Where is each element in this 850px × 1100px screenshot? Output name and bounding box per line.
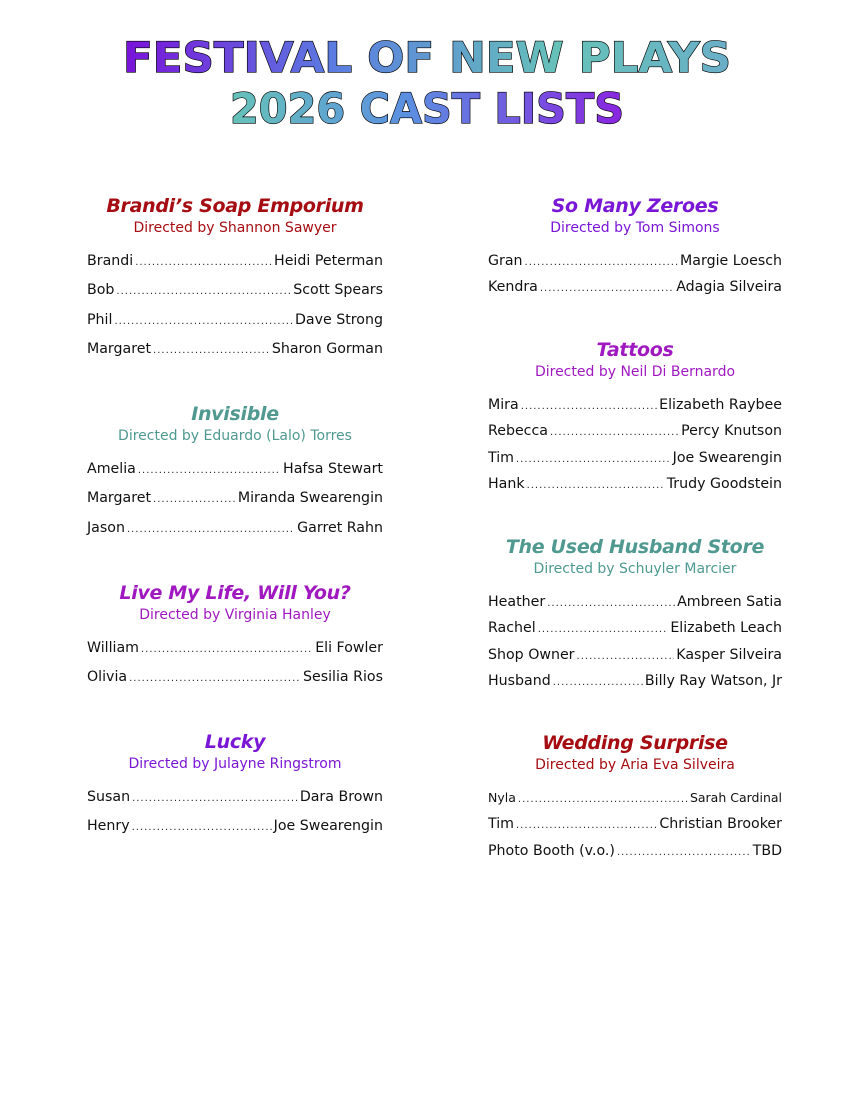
cast-row xyxy=(87,520,383,549)
cast-actor: Elizabeth Leach xyxy=(670,620,782,637)
cast-actor: Miranda Swearengin xyxy=(237,490,383,507)
cast-row xyxy=(488,476,782,502)
cast-role: Photo Booth (v.o.) xyxy=(488,842,615,859)
cast-actor: Margie Loesch xyxy=(680,253,782,269)
cast-actor: Trudy Goodstein xyxy=(666,475,782,492)
cast-list xyxy=(488,790,782,869)
play-title: Invisible xyxy=(191,403,279,425)
cast-actor: Sarah Cardinal xyxy=(689,790,782,805)
cast-row xyxy=(488,423,782,449)
dot-leader xyxy=(553,678,643,688)
play-title: Live My Life, Will You? xyxy=(119,582,351,604)
play-live-my-life-will-you xyxy=(87,581,383,699)
dot-leader xyxy=(116,287,291,297)
cast-role: Shop Owner xyxy=(488,646,575,663)
page-banner xyxy=(0,34,850,134)
dot-leader xyxy=(132,794,298,804)
cast-role: Henry xyxy=(87,818,130,835)
dot-leader xyxy=(547,599,675,609)
play-director: Directed by Eduardo (Lalo) Torres xyxy=(118,428,352,444)
play-director: Directed by Virginia Hanley xyxy=(139,607,331,623)
cast-row xyxy=(488,647,782,673)
cast-row xyxy=(87,341,383,370)
dot-leader xyxy=(525,258,679,268)
cast-row xyxy=(87,669,383,698)
play-lucky xyxy=(87,730,383,848)
cast-role: Margaret xyxy=(87,490,152,507)
play-director: Directed by Schuyler Marcier xyxy=(533,561,737,577)
cast-role: Kendra xyxy=(488,279,538,296)
play-director: Directed by Aria Eva Silveira xyxy=(535,757,735,773)
cast-actor: Hafsa Stewart xyxy=(283,461,383,477)
play-the-used-husband-store xyxy=(488,535,782,699)
cast-role: Mira xyxy=(488,397,519,413)
play-title: Lucky xyxy=(204,731,266,753)
dot-leader xyxy=(538,625,669,635)
cast-actor: Joe Swearengin xyxy=(273,818,383,835)
banner-graphic xyxy=(0,34,850,134)
dot-leader xyxy=(135,258,272,268)
play-so-many-zeroes xyxy=(488,194,782,306)
cast-role: Bob xyxy=(87,282,115,299)
cast-actor: TBD xyxy=(752,842,782,859)
dot-leader xyxy=(540,284,674,294)
dot-leader xyxy=(127,525,295,535)
cast-row xyxy=(488,843,782,869)
cast-actor: Christian Brooker xyxy=(659,816,782,833)
play-invisible xyxy=(87,402,383,549)
cast-role: Rebecca xyxy=(488,423,548,440)
cast-actor: Heidi Peterman xyxy=(274,253,383,269)
cast-list xyxy=(87,789,383,848)
cast-row xyxy=(488,594,782,620)
cast-role: Gran xyxy=(488,253,523,269)
cast-actor: Billy Ray Watson, Jr xyxy=(644,672,782,689)
cast-list xyxy=(488,397,782,502)
cast-row xyxy=(87,640,383,669)
dot-leader xyxy=(129,674,301,684)
cast-role: Tim xyxy=(488,449,514,466)
cast-row xyxy=(488,790,782,816)
cast-actor: Elizabeth Raybee xyxy=(659,397,782,413)
cast-row xyxy=(87,490,383,519)
cast-actor: Joe Swearengin xyxy=(672,449,782,466)
cast-row xyxy=(87,461,383,490)
cast-actor: Adagia Silveira xyxy=(676,279,782,296)
cast-role: Husband xyxy=(488,672,551,689)
cast-role: Jason xyxy=(87,519,125,536)
cast-actor: Dara Brown xyxy=(299,789,383,805)
cast-actor: Scott Spears xyxy=(293,282,383,299)
cast-role: Heather xyxy=(488,594,546,610)
cast-role: Amelia xyxy=(87,461,136,477)
play-title: The Used Husband Store xyxy=(505,536,765,558)
cast-row xyxy=(488,673,782,699)
cast-row xyxy=(488,397,782,423)
cast-role: Hank xyxy=(488,475,525,492)
cast-role: Margaret xyxy=(87,340,152,357)
dot-leader xyxy=(516,821,657,831)
dot-leader xyxy=(617,848,751,858)
dot-leader xyxy=(521,402,657,412)
cast-row xyxy=(87,282,383,311)
cast-row xyxy=(87,818,383,847)
cast-list xyxy=(488,594,782,699)
play-wedding-surprise xyxy=(488,731,782,869)
cast-row xyxy=(87,789,383,818)
cast-actor: Percy Knutson xyxy=(681,423,782,440)
cast-row xyxy=(488,279,782,305)
cast-role: Nyla xyxy=(488,790,516,805)
cast-row xyxy=(87,253,383,282)
cast-role: Phil xyxy=(87,311,113,328)
cast-actor: Sesilia Rios xyxy=(302,669,383,686)
dot-leader xyxy=(516,455,671,465)
dot-leader xyxy=(153,495,236,505)
cast-list xyxy=(87,253,383,370)
dot-leader xyxy=(518,795,688,805)
cast-role: Rachel xyxy=(488,620,536,637)
banner-line-2: 2026 CAST LISTS xyxy=(230,84,624,133)
cast-list xyxy=(488,253,782,306)
cast-list xyxy=(87,640,383,699)
dot-leader xyxy=(550,428,679,438)
play-title: Tattoos xyxy=(596,339,674,361)
cast-actor: Eli Fowler xyxy=(315,640,383,656)
play-title: So Many Zeroes xyxy=(551,195,719,217)
cast-role: Susan xyxy=(87,789,131,805)
cast-list xyxy=(87,461,383,549)
play-director: Directed by Shannon Sawyer xyxy=(133,220,337,236)
cast-role: Brandi xyxy=(87,253,134,269)
play-brandis-soap-emporium xyxy=(87,194,383,370)
play-title: Wedding Surprise xyxy=(542,732,728,754)
cast-row xyxy=(488,620,782,646)
dot-leader xyxy=(141,645,313,655)
cast-actor: Ambreen Satia xyxy=(677,594,782,610)
dot-leader xyxy=(114,317,293,327)
cast-row xyxy=(488,816,782,842)
cast-row xyxy=(87,312,383,341)
dot-leader xyxy=(577,652,675,662)
play-director: Directed by Neil Di Bernardo xyxy=(534,364,736,380)
cast-row xyxy=(488,450,782,476)
play-director: Directed by Tom Simons xyxy=(550,220,720,236)
cast-actor: Sharon Gorman xyxy=(271,340,383,357)
dot-leader xyxy=(153,346,270,356)
play-tattoos xyxy=(488,338,782,502)
play-director: Directed by Julayne Ringstrom xyxy=(128,756,342,772)
banner-line-1: FESTIVAL OF NEW PLAYS xyxy=(123,34,731,82)
cast-actor: Kasper Silveira xyxy=(676,646,782,663)
dot-leader xyxy=(527,481,665,491)
cast-role: William xyxy=(87,640,139,656)
cast-actor: Garret Rahn xyxy=(297,519,383,536)
cast-role: Olivia xyxy=(87,669,128,686)
play-title: Brandi’s Soap Emporium xyxy=(106,195,364,217)
dot-leader xyxy=(138,466,281,476)
cast-row xyxy=(488,253,782,279)
dot-leader xyxy=(132,823,272,833)
cast-role: Tim xyxy=(488,816,514,833)
cast-actor: Dave Strong xyxy=(294,311,383,328)
